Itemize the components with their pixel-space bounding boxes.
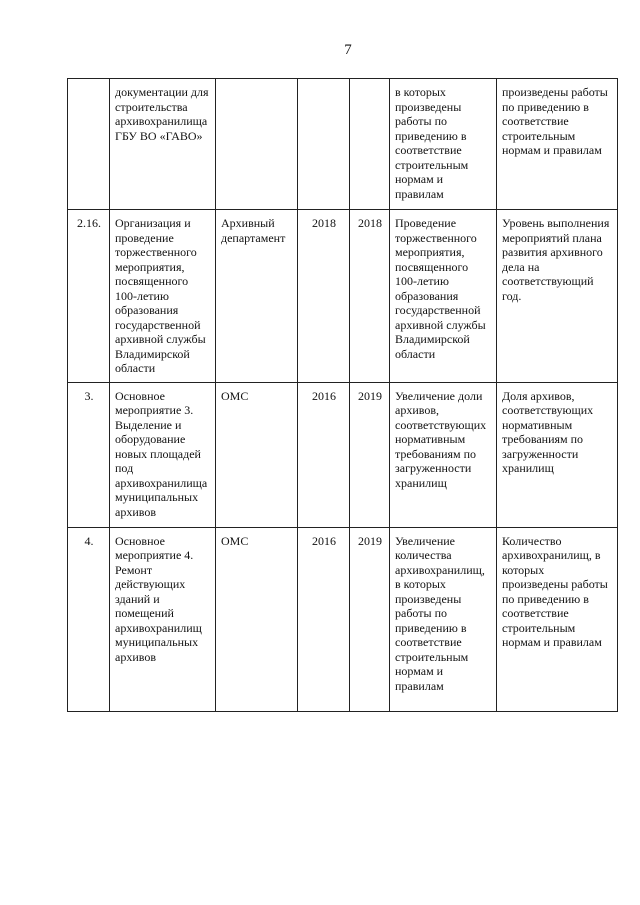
end-year-cell [350,79,390,210]
expected-result-cell: Увеличение количества архивохранилищ, в которых произведены работы по приведению в соответствие строительным нормам и правилам [390,527,497,711]
executor-cell: Архивный департамент [216,210,298,383]
expected-result-cell: Проведение торжественного мероприятия, посвященного 100-летию образования государственной архивной службы Владимирской области [390,210,497,383]
expected-result-cell: Увеличение доли архивов, соответствующих нормативным требованиям по загруженности хранилищ [390,382,497,527]
executor-cell: ОМС [216,527,298,711]
activity-title-cell: Основное мероприятие 4. Ремонт действующих зданий и помещений архивохранилищ муниципальных архивов [110,527,216,711]
row-number-cell: 2.16. [68,210,110,383]
row-number-cell: 4. [68,527,110,711]
row-number-cell: 3. [68,382,110,527]
table-row [68,527,618,711]
table-row [68,210,618,383]
table-row [68,79,618,210]
end-year-cell: 2018 [350,210,390,383]
table-row [68,382,618,527]
program-activities-table [67,78,618,712]
executor-cell [216,79,298,210]
indicator-cell: Уровень выполнения мероприятий плана развития архивного дела на соответствующий год. [497,210,618,383]
start-year-cell [298,79,350,210]
indicator-cell: произведены работы по приведению в соответствие строительным нормам и правилам [497,79,618,210]
indicator-cell: Доля архивов, соответствующих нормативным требованиям по загруженности хранилищ [497,382,618,527]
end-year-cell: 2019 [350,527,390,711]
indicator-cell: Количество архивохранилищ, в которых произведены работы по приведению в соответствие строительным нормам и правилам [497,527,618,711]
start-year-cell: 2016 [298,382,350,527]
activity-title-cell: документации для строительства архивохранилища ГБУ ВО «ГАВО» [110,79,216,210]
executor-cell: ОМС [216,382,298,527]
end-year-cell: 2019 [350,382,390,527]
row-number-cell [68,79,110,210]
expected-result-cell: в которых произведены работы по приведению в соответствие строительным нормам и правилам [390,79,497,210]
start-year-cell: 2016 [298,527,350,711]
page-number: 7 [344,42,352,58]
activity-title-cell: Организация и проведение торжественного мероприятия, посвященного 100-летию образования государственной архивной службы Владимирской области [110,210,216,383]
activity-title-cell: Основное мероприятие 3. Выделение и оборудование новых площадей под архивохранилища муниципальных архивов [110,382,216,527]
start-year-cell: 2018 [298,210,350,383]
